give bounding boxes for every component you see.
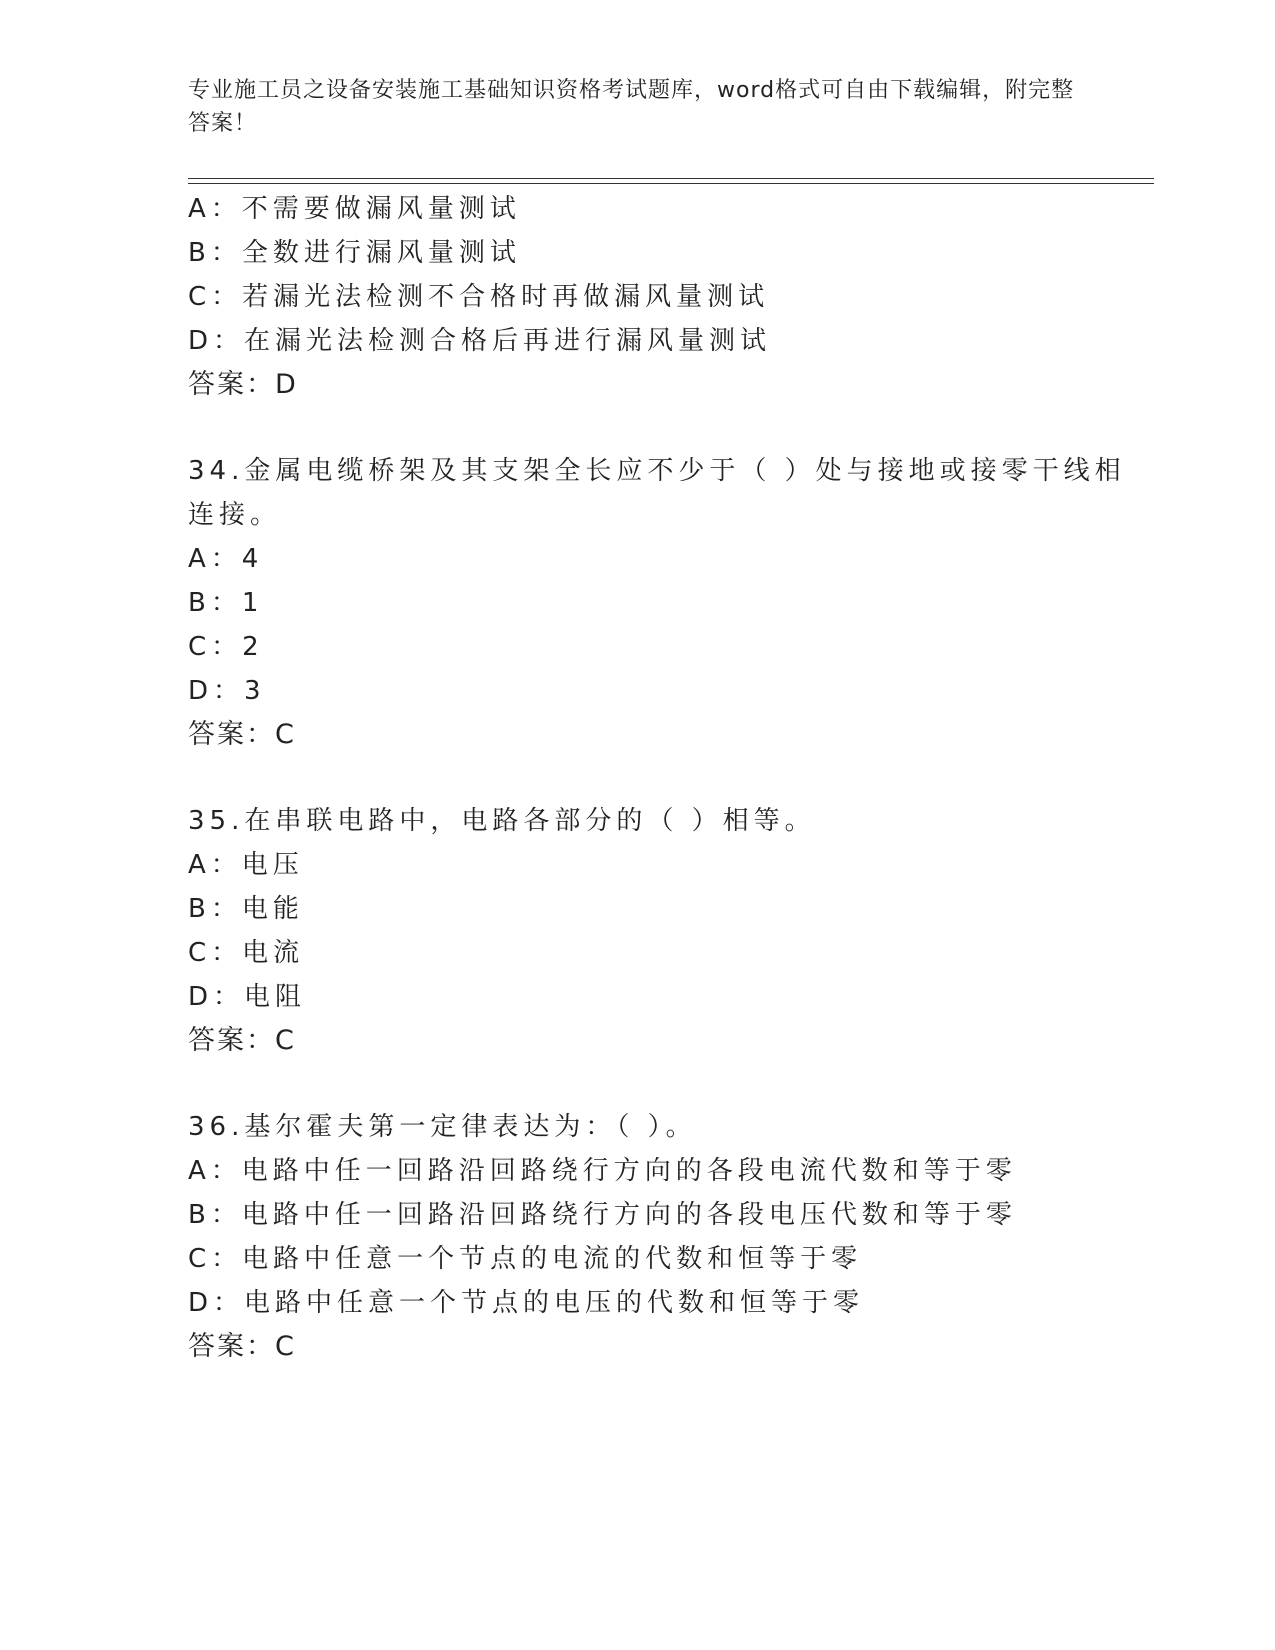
document-header: 专业施工员之设备安装施工基础知识资格考试题库，word格式可自由下载编辑，附完整答案！ bbox=[188, 78, 1075, 136]
question-35-answer: 答案：C bbox=[188, 1025, 296, 1056]
header-rule-top bbox=[188, 178, 1154, 179]
answer: 答案：D bbox=[188, 369, 298, 400]
question-34-option-c: C：2 bbox=[188, 632, 264, 662]
question-36-option-c: C：电路中任意一个节点的电流的代数和恒等于零 bbox=[188, 1244, 863, 1274]
option-d: D：在漏光法检测合格后再进行漏风量测试 bbox=[188, 326, 772, 356]
question-36-option-b: B：电路中任一回路沿回路绕行方向的各段电压代数和等于零 bbox=[188, 1200, 1017, 1230]
header-rule-bottom bbox=[188, 183, 1154, 184]
question-35-text: 35.在串联电路中，电路各部分的（ ）相等。 bbox=[188, 806, 816, 836]
question-34-option-d: D：3 bbox=[188, 676, 266, 706]
question-35-option-d: D：电阻 bbox=[188, 982, 307, 1012]
question-35-option-b: B：电能 bbox=[188, 894, 304, 924]
option-b: B：全数进行漏风量测试 bbox=[188, 238, 521, 268]
question-36-option-d: D：电路中任意一个节点的电压的代数和恒等于零 bbox=[188, 1288, 865, 1318]
option-a: A：不需要做漏风量测试 bbox=[188, 194, 521, 224]
question-34-option-b: B：1 bbox=[188, 588, 264, 618]
question-35-option-a: A：电压 bbox=[188, 850, 304, 880]
question-34-answer: 答案：C bbox=[188, 719, 296, 750]
question-36-text: 36.基尔霍夫第一定律表达为：（ ）。 bbox=[188, 1112, 697, 1142]
option-c: C：若漏光法检测不合格时再做漏风量测试 bbox=[188, 282, 770, 312]
question-34-option-a: A：4 bbox=[188, 544, 264, 574]
question-34-text-line1: 34.金属电缆桥架及其支架全长应不少于（ ）处与接地或接零干线相 bbox=[188, 456, 1126, 486]
question-35-option-c: C：电流 bbox=[188, 938, 305, 968]
question-36-answer: 答案：C bbox=[188, 1331, 296, 1362]
question-36-option-a: A：电路中任一回路沿回路绕行方向的各段电流代数和等于零 bbox=[188, 1156, 1017, 1186]
question-34-text-line2: 连接。 bbox=[188, 500, 282, 530]
